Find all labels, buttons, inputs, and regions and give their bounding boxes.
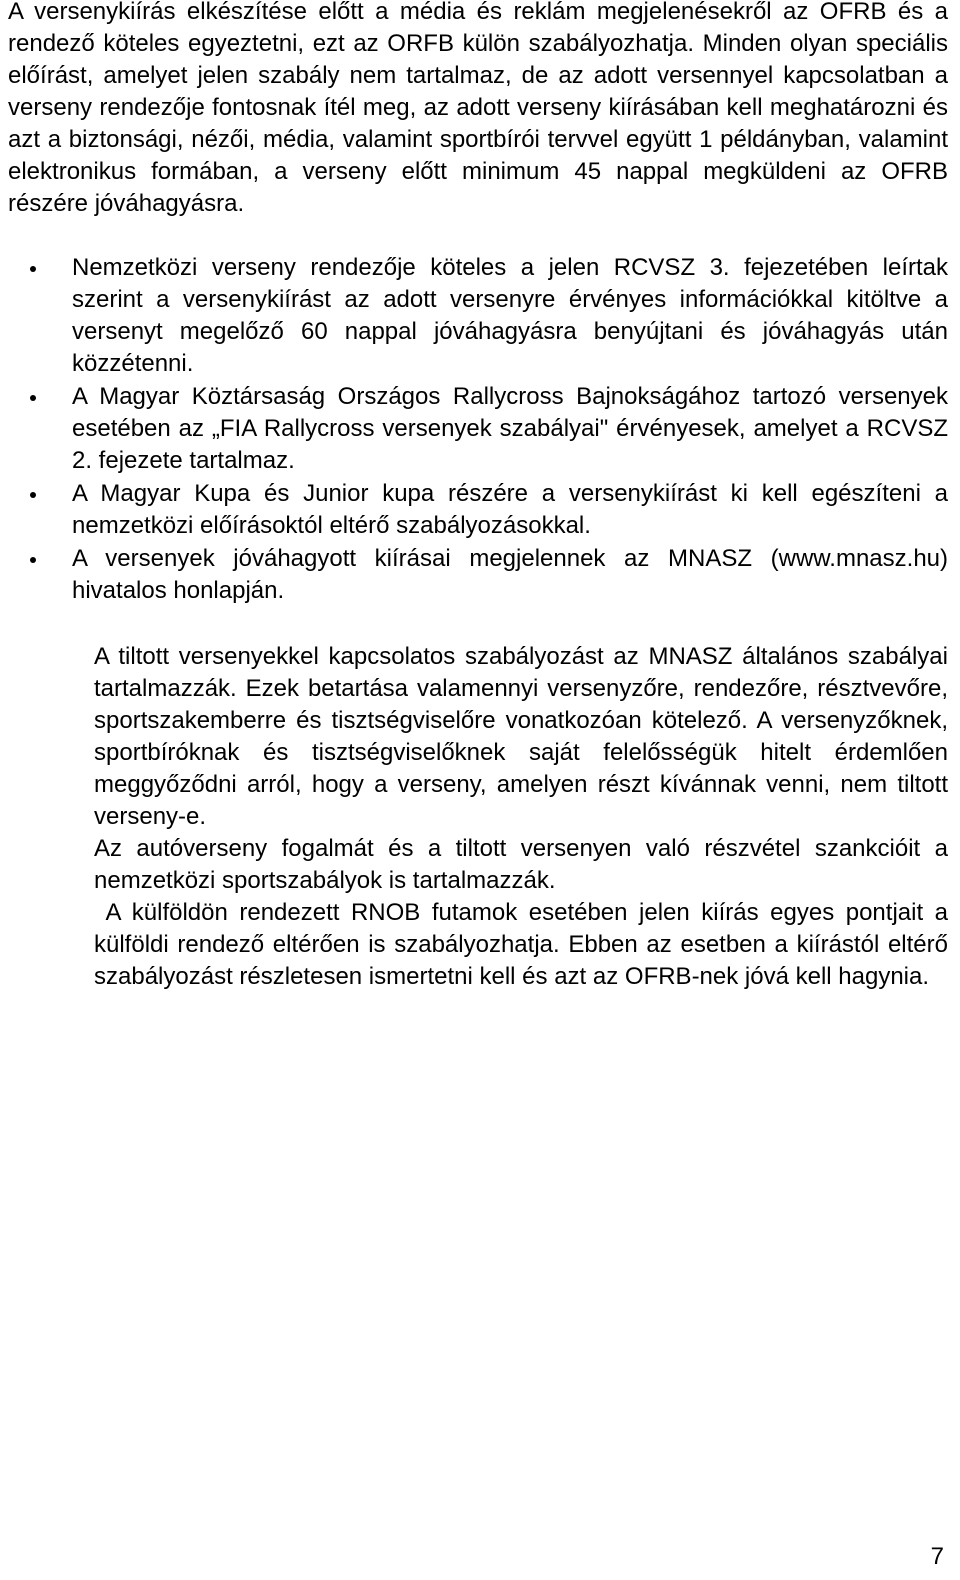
- bullet-text: A Magyar Köztársaság Országos Rallycross Bajnokságához tartozó versenyek esetében az „FIA Rallycross versenyek szabályai" érvényesek, amelyet a RCVSZ 2. fejezete tartalmaz.: [72, 383, 948, 474]
- intro-paragraph: A versenykiírás elkészítése előtt a média és reklám megjelenésekről az OFRB és a rendező köteles egyeztetni, ezt az ORFB külön szabályozhatja. Minden olyan speciális előírást, amelyet jelen szabály nem tartalmaz, de az adott versennyel kapcsolatban a verseny rendezője fontosnak ítél meg, az adott verseny kiírásában kell meghatározni és azt a biztonsági, nézői, média, valamint sportbírói tervvel együtt 1 példányban, valamint elektronikus formában, a verseny előtt minimum 45 nappal megküldeni az OFRB részére jóváhagyásra.: [8, 0, 948, 217]
- bottom-text-block: [94, 641, 955, 993]
- page-number: 7: [930, 1543, 944, 1570]
- bullet-dot-icon: [30, 557, 36, 563]
- bullet-dot-icon: [30, 266, 36, 272]
- bullet-item-2: [8, 381, 948, 477]
- bullet-item-1: [8, 252, 948, 380]
- sanctions-paragraph: Az autóverseny fogalmát és a tiltott versenyen való részvétel szankcióit a nemzetközi sportszabályok is tartalmazzák.: [94, 835, 948, 894]
- bullet-text: Nemzetközi verseny rendezője köteles a jelen RCVSZ 3. fejezetében leírtak szerint a versenykiírást az adott versenyre érvényes információkkal kitöltve a versenyt megelőző 60 nappal jóváhagyásra benyújtani és jóváhagyás után közzétenni.: [72, 254, 948, 377]
- bullet-text: A versenyek jóváhagyott kiírásai megjelennek az MNASZ (www.mnasz.hu) hivatalos honlapján.: [72, 545, 948, 604]
- foreign-rounds-paragraph: A külföldön rendezett RNOB futamok esetében jelen kiírás egyes pontjait a külföldi rendező eltérően is szabályozhatja. Ebben az esetben a kiírástól eltérő szabályozást részletesen ismertetni kell és azt az OFRB-nek jóvá kell hagynia.: [94, 899, 955, 990]
- bullet-text: A Magyar Kupa és Junior kupa részére a versenykiírást ki kell egészíteni a nemzetközi előírásoktól eltérő szabályozásokkal.: [72, 480, 948, 539]
- bullet-item-4: [8, 543, 948, 607]
- prohibited-races-paragraph: A tiltott versenyekkel kapcsolatos szabályozást az MNASZ általános szabályai tartalmazzák. Ezek betartása valamennyi versenyzőre, rendezőre, résztvevőre, sportszakemberre és tisztségviselőre vonatkozóan kötelező. A versenyzőknek, sportbíróknak és tisztségviselőknek saját felelősségük hitelt érdemlően meggyőződni arról, hogy a verseny, amelyen részt kívánnak venni, nem tiltott verseny-e.: [94, 643, 948, 830]
- bullet-item-3: [8, 478, 948, 542]
- bullet-dot-icon: [30, 395, 36, 401]
- bullet-dot-icon: [30, 492, 36, 498]
- bullet-list: [8, 252, 948, 608]
